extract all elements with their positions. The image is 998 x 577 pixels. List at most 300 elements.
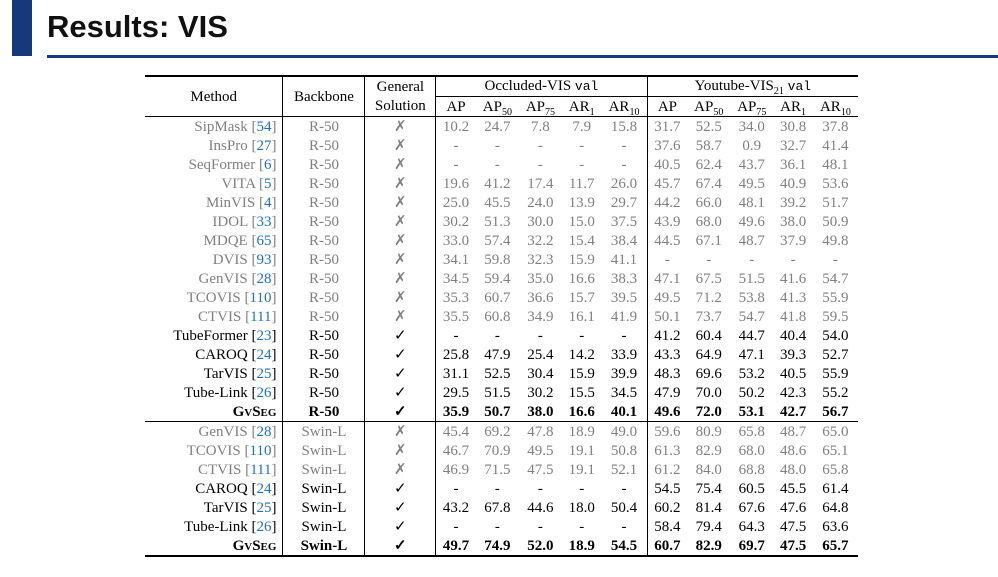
method-cell: MinVIS [4] xyxy=(206,194,277,211)
metric-value-cell: 73.7 xyxy=(695,308,722,325)
metric-value-cell: 43.2 xyxy=(436,498,476,517)
metric-value-cell: 31.7 xyxy=(647,117,687,137)
metric-value-cell: - xyxy=(621,518,627,535)
table-row xyxy=(145,326,858,345)
citation-link[interactable]: 110 xyxy=(249,442,272,459)
citation-link[interactable]: 28 xyxy=(256,423,272,440)
backbone-header: Backbone xyxy=(283,76,365,117)
metric-header xyxy=(647,97,687,117)
metric-value-cell: 41.1 xyxy=(610,251,638,268)
method-name: SeqFormer xyxy=(188,156,256,173)
metric-value-cell: - xyxy=(537,327,543,344)
metric-value-cell: 74.9 xyxy=(484,537,511,554)
metric-value-cell: 47.5 xyxy=(527,461,554,478)
method-cell: IDOL [33] xyxy=(212,213,277,230)
method-name: Tube-Link xyxy=(184,518,248,535)
metric-value-cell: - xyxy=(621,327,627,344)
metric-value-cell: 47.5 xyxy=(779,518,807,535)
citation-link[interactable]: 110 xyxy=(249,289,272,306)
metric-value-cell: 16.1 xyxy=(568,308,595,325)
metric-value-cell: 48.0 xyxy=(779,461,807,478)
metric-value-cell: 34.5 xyxy=(436,269,476,288)
metric-value-cell: - xyxy=(537,518,543,535)
metric-value-cell: 26.0 xyxy=(610,175,638,192)
metric-value-cell: 31.1 xyxy=(436,364,476,383)
cross-icon: ✗ xyxy=(365,307,436,326)
backbone-cell: Swin-L xyxy=(283,422,365,442)
metric-value-cell: - xyxy=(790,251,796,268)
metric-value-cell: 51.3 xyxy=(484,213,511,230)
table-row xyxy=(145,155,858,174)
metric-header-base: AR xyxy=(608,98,630,115)
metric-value-cell: 38.0 xyxy=(527,403,554,420)
metric-value-cell: 36.6 xyxy=(527,289,554,306)
citation-link[interactable]: 65 xyxy=(256,232,272,249)
method-cell: CTVIS [111] xyxy=(197,308,277,325)
metric-value-cell: - xyxy=(494,480,500,497)
check-icon: ✓ xyxy=(365,326,436,345)
metric-value-cell: 52.5 xyxy=(484,365,511,382)
metric-header xyxy=(813,97,858,117)
citation-link[interactable]: 93 xyxy=(256,251,272,268)
method-cell: TubeFormer [23] xyxy=(173,327,277,344)
cross-icon: ✗ xyxy=(365,193,436,212)
metric-value-cell: 50.8 xyxy=(610,442,638,459)
metric-value-cell: - xyxy=(579,156,585,173)
citation-link[interactable]: 6 xyxy=(263,156,272,173)
table-row xyxy=(145,441,858,460)
backbone-cell: R-50 xyxy=(283,212,365,231)
method-name: CTVIS xyxy=(197,461,242,478)
table-row xyxy=(145,364,858,383)
method-name: TarVIS xyxy=(203,499,248,516)
check-icon: ✓ xyxy=(365,517,436,536)
metric-value-cell: 39.3 xyxy=(779,346,807,363)
metric-value-cell: 41.4 xyxy=(822,137,849,154)
method-cell: SipMask [54] xyxy=(194,118,277,135)
metric-value-cell: - xyxy=(621,137,627,154)
citation-link[interactable]: 4 xyxy=(263,194,272,211)
metric-value-cell: - xyxy=(494,156,500,173)
metric-value-cell: 43.9 xyxy=(647,212,687,231)
metric-value-cell: 46.9 xyxy=(436,460,476,479)
metric-value-cell: 15.5 xyxy=(568,384,595,401)
method-name: GvSeg xyxy=(232,537,277,554)
metric-value-cell: 48.6 xyxy=(779,442,807,459)
metric-value-cell: 52.1 xyxy=(610,461,638,478)
metric-value-cell: 44.2 xyxy=(647,193,687,212)
method-cell: TarVIS [25] xyxy=(203,365,277,382)
metric-value-cell: 7.9 xyxy=(572,118,592,135)
metric-value-cell: 16.6 xyxy=(568,403,595,420)
metric-value-cell: 25.0 xyxy=(436,193,476,212)
citation-link[interactable]: 54 xyxy=(256,118,272,135)
method-name: GenVIS xyxy=(198,270,248,287)
metric-value-cell: 82.9 xyxy=(695,442,722,459)
backbone-cell: Swin-L xyxy=(283,517,365,536)
metric-value-cell: 34.9 xyxy=(527,308,554,325)
metric-value-cell: 16.6 xyxy=(568,270,595,287)
metric-value-cell: 65.8 xyxy=(730,422,773,442)
metric-value-cell: 19.1 xyxy=(568,461,595,478)
metric-value-cell: 29.5 xyxy=(436,383,476,402)
metric-value-cell: 44.6 xyxy=(527,499,554,516)
backbone-cell: Swin-L xyxy=(283,479,365,498)
metric-value-cell: 67.6 xyxy=(738,499,765,516)
method-name: SipMask xyxy=(194,118,248,135)
metric-value-cell: 32.3 xyxy=(527,251,554,268)
metric-value-cell: - xyxy=(436,517,476,536)
metric-value-cell: - xyxy=(494,137,500,154)
metric-header-base: AP xyxy=(694,98,714,115)
metric-value-cell: 32.2 xyxy=(527,232,554,249)
method-name: GvSeg xyxy=(232,403,277,420)
backbone-cell: Swin-L xyxy=(283,536,365,556)
backbone-cell: R-50 xyxy=(283,231,365,250)
metric-value-cell: 55.2 xyxy=(822,384,849,401)
slide-title: Results: VIS xyxy=(47,9,228,44)
metric-header xyxy=(476,97,519,117)
method-name: IDOL xyxy=(212,213,248,230)
table-row xyxy=(145,269,858,288)
metric-header-base: AP xyxy=(525,98,546,115)
metric-value-cell: 14.2 xyxy=(568,346,595,363)
check-icon: ✓ xyxy=(365,383,436,402)
metric-value-cell: 30.8 xyxy=(779,118,807,135)
metric-value-cell: 41.2 xyxy=(647,326,687,345)
metric-value-cell: 49.6 xyxy=(738,213,765,230)
metric-header-base: AP xyxy=(657,98,677,115)
metric-value-cell: 56.7 xyxy=(822,403,849,420)
metric-value-cell: 69.6 xyxy=(695,365,722,382)
occluded-vis-group-header xyxy=(436,76,647,97)
citation-link[interactable]: 26 xyxy=(256,518,272,535)
metric-value-cell: - xyxy=(749,251,755,268)
metric-value-cell: 30.2 xyxy=(527,384,554,401)
metric-value-cell: 39.5 xyxy=(610,289,638,306)
metric-value-cell: 71.2 xyxy=(695,289,722,306)
backbone-cell: R-50 xyxy=(283,307,365,326)
method-name: MinVIS xyxy=(206,194,256,211)
metric-value-cell: 39.9 xyxy=(610,365,638,382)
metric-value-cell: 61.4 xyxy=(822,480,849,497)
metric-value-cell: - xyxy=(436,479,476,498)
metric-value-cell: 15.9 xyxy=(568,251,595,268)
metric-value-cell: 50.2 xyxy=(738,384,765,401)
metric-value-cell: 84.0 xyxy=(695,461,722,478)
metric-header xyxy=(601,97,647,117)
backbone-cell: R-50 xyxy=(283,364,365,383)
results-table xyxy=(145,75,858,557)
method-name: TCOVIS xyxy=(186,289,241,306)
citation-link[interactable]: 24 xyxy=(256,480,272,497)
metric-header-subscript: 75 xyxy=(756,106,767,118)
metric-value-cell: 40.5 xyxy=(779,365,807,382)
metric-value-cell: 60.8 xyxy=(484,308,511,325)
metric-value-cell: - xyxy=(436,136,476,155)
metric-value-cell: - xyxy=(832,251,838,268)
metric-value-cell: 75.4 xyxy=(695,480,722,497)
metric-value-cell: 35.9 xyxy=(436,402,476,422)
metric-header-subscript: 10 xyxy=(840,106,851,118)
metric-value-cell: 59.6 xyxy=(647,422,687,442)
metric-value-cell: 0.9 xyxy=(742,137,762,154)
metric-value-cell: 18.9 xyxy=(568,537,595,554)
metric-value-cell: 68.8 xyxy=(738,461,765,478)
metric-value-cell: 67.1 xyxy=(695,232,722,249)
citation-link[interactable]: 111 xyxy=(250,308,272,325)
metric-value-cell: 52.5 xyxy=(695,118,722,135)
metric-value-cell: 60.7 xyxy=(647,536,687,556)
check-icon: ✓ xyxy=(365,402,436,422)
metric-value-cell: 54.7 xyxy=(822,270,849,287)
metric-value-cell: 48.3 xyxy=(647,364,687,383)
metric-value-cell: 57.4 xyxy=(484,232,511,249)
table-body xyxy=(145,117,858,557)
metric-value-cell: 50.7 xyxy=(484,403,511,420)
metric-header-base: AR xyxy=(780,98,801,115)
metric-value-cell: - xyxy=(537,156,543,173)
metric-value-cell: 49.0 xyxy=(601,422,647,442)
metric-value-cell: 70.9 xyxy=(484,442,511,459)
method-cell xyxy=(145,402,283,422)
method-cell: SeqFormer [6] xyxy=(188,156,277,173)
metric-value-cell: - xyxy=(494,327,500,344)
metric-value-cell: 60.5 xyxy=(738,480,765,497)
metric-value-cell: 53.1 xyxy=(738,403,765,420)
general-header-line2: Solution xyxy=(365,97,436,117)
metric-value-cell: 47.6 xyxy=(779,499,807,516)
metric-value-cell: 37.8 xyxy=(822,118,849,135)
metric-header-subscript: 1 xyxy=(800,106,806,118)
citation-link[interactable]: 27 xyxy=(256,137,272,154)
table-row xyxy=(145,117,858,137)
metric-value-cell: 65.7 xyxy=(822,537,849,554)
citation-link[interactable]: 111 xyxy=(250,461,272,478)
metric-value-cell: 38.3 xyxy=(610,270,638,287)
backbone-cell: Swin-L xyxy=(283,460,365,479)
metric-header xyxy=(436,97,476,117)
metric-value-cell: 32.7 xyxy=(779,137,807,154)
metric-header-base: AP xyxy=(446,98,466,115)
method-cell: InsPro [27] xyxy=(208,137,277,154)
cross-icon: ✗ xyxy=(365,250,436,269)
metric-value-cell: 41.2 xyxy=(484,175,511,192)
citation-link[interactable]: 25 xyxy=(256,365,272,382)
metric-value-cell: 15.0 xyxy=(568,213,595,230)
metric-value-cell: 65.8 xyxy=(822,461,849,478)
general-header-line1: General xyxy=(365,76,436,97)
metric-value-cell: 64.8 xyxy=(822,499,849,516)
table-row xyxy=(145,422,858,442)
table-row xyxy=(145,383,858,402)
table-row xyxy=(145,536,858,556)
metric-value-cell: 68.0 xyxy=(695,213,722,230)
method-cell: TCOVIS [110] xyxy=(186,442,277,459)
method-name: VITA xyxy=(221,175,256,192)
metric-value-cell: 24.7 xyxy=(484,118,511,135)
citation-link[interactable]: 5 xyxy=(263,175,272,192)
youtube-vis-sub: 21 xyxy=(773,86,784,97)
method-cell: CTVIS [111] xyxy=(197,461,277,478)
metric-value-cell: 19.6 xyxy=(436,174,476,193)
citation-link[interactable]: 28 xyxy=(256,270,272,287)
table-header xyxy=(145,76,858,117)
metric-value-cell: 37.9 xyxy=(779,232,807,249)
metric-value-cell: 47.1 xyxy=(738,346,765,363)
metric-value-cell: 58.7 xyxy=(695,137,722,154)
metric-value-cell: 81.4 xyxy=(695,499,722,516)
cross-icon: ✗ xyxy=(365,117,436,137)
method-cell: GenVIS [28] xyxy=(198,270,277,287)
title-accent-bar xyxy=(12,0,32,56)
metric-value-cell: 15.4 xyxy=(568,232,595,249)
method-cell: CAROQ [24] xyxy=(195,346,277,363)
metric-value-cell: - xyxy=(579,518,585,535)
metric-header xyxy=(773,97,812,117)
table-row xyxy=(145,193,858,212)
method-header: Method xyxy=(145,76,283,117)
metric-value-cell: 52.0 xyxy=(527,537,554,554)
citation-link[interactable]: 26 xyxy=(256,384,272,401)
metric-value-cell: 60.2 xyxy=(647,498,687,517)
metric-value-cell: 18.0 xyxy=(568,499,595,516)
metric-value-cell: 54.7 xyxy=(738,308,765,325)
method-name: InsPro xyxy=(208,137,248,154)
cross-icon: ✗ xyxy=(365,231,436,250)
metric-value-cell: 33.9 xyxy=(610,346,638,363)
metric-value-cell: - xyxy=(537,137,543,154)
metric-value-cell: 37.6 xyxy=(647,136,687,155)
metric-value-cell: 45.4 xyxy=(436,422,476,442)
occluded-vis-split: val xyxy=(574,79,599,94)
metric-value-cell: 17.4 xyxy=(527,175,554,192)
metric-value-cell: - xyxy=(621,156,627,173)
cross-icon: ✗ xyxy=(365,422,436,442)
metric-value-cell: 49.5 xyxy=(738,175,765,192)
cross-icon: ✗ xyxy=(365,288,436,307)
youtube-vis-group-header xyxy=(647,76,858,97)
metric-value-cell: 51.5 xyxy=(484,384,511,401)
metric-header-base: AP xyxy=(482,98,502,115)
metric-header-subscript: 50 xyxy=(501,106,512,118)
metric-value-cell: 54.5 xyxy=(610,537,638,554)
metric-value-cell: 48.7 xyxy=(738,232,765,249)
backbone-cell: R-50 xyxy=(283,269,365,288)
metric-value-cell: 30.4 xyxy=(527,365,554,382)
metric-value-cell: - xyxy=(579,327,585,344)
metric-value-cell: 38.4 xyxy=(610,232,638,249)
metric-value-cell: 49.7 xyxy=(436,536,476,556)
metric-value-cell: 43.3 xyxy=(647,345,687,364)
metric-value-cell: 30.2 xyxy=(436,212,476,231)
metric-value-cell: 64.3 xyxy=(738,518,765,535)
metric-value-cell: 40.4 xyxy=(779,327,807,344)
metric-value-cell: 39.2 xyxy=(779,194,807,211)
method-cell: VITA [5] xyxy=(221,175,277,192)
metric-value-cell: 50.4 xyxy=(610,499,638,516)
metric-header xyxy=(730,97,773,117)
metric-value-cell: 65.0 xyxy=(813,422,858,442)
table-row xyxy=(145,498,858,517)
metric-value-cell: 82.9 xyxy=(695,537,722,554)
metric-value-cell: 49.5 xyxy=(647,288,687,307)
metric-value-cell: - xyxy=(436,326,476,345)
method-cell: TarVIS [25] xyxy=(203,499,277,516)
metric-value-cell: 48.7 xyxy=(773,422,812,442)
metric-value-cell: 50.1 xyxy=(647,307,687,326)
method-name: CTVIS xyxy=(197,308,242,325)
method-cell xyxy=(145,536,283,556)
metric-value-cell: 53.8 xyxy=(738,289,765,306)
cross-icon: ✗ xyxy=(365,212,436,231)
occluded-vis-name: Occluded-VIS xyxy=(484,78,575,94)
check-icon: ✓ xyxy=(365,345,436,364)
metric-value-cell: 62.4 xyxy=(695,156,722,173)
metric-value-cell: 66.0 xyxy=(695,194,722,211)
backbone-cell: R-50 xyxy=(283,117,365,137)
metric-value-cell: - xyxy=(579,480,585,497)
table-row xyxy=(145,345,858,364)
metric-value-cell: 47.8 xyxy=(519,422,562,442)
metric-value-cell: - xyxy=(706,251,712,268)
metric-value-cell: - xyxy=(647,250,687,269)
metric-value-cell: 11.7 xyxy=(568,175,595,192)
metric-value-cell: 15.9 xyxy=(568,365,595,382)
metric-value-cell: 37.5 xyxy=(610,213,638,230)
metric-header-base: AR xyxy=(819,98,841,115)
citation-link[interactable]: 25 xyxy=(256,499,272,516)
metric-value-cell: 70.0 xyxy=(695,384,722,401)
method-cell: Tube-Link [26] xyxy=(184,518,277,535)
metric-value-cell: 69.2 xyxy=(476,422,519,442)
metric-value-cell: 29.7 xyxy=(610,194,638,211)
metric-value-cell: 79.4 xyxy=(695,518,722,535)
metric-value-cell: 18.9 xyxy=(562,422,601,442)
metric-value-cell: 41.9 xyxy=(610,308,638,325)
metric-value-cell: 41.8 xyxy=(779,308,807,325)
metric-value-cell: 67.4 xyxy=(695,175,722,192)
metric-value-cell: 65.1 xyxy=(822,442,849,459)
metric-value-cell: 15.8 xyxy=(610,118,638,135)
backbone-cell: R-50 xyxy=(283,174,365,193)
cross-icon: ✗ xyxy=(365,269,436,288)
citation-link[interactable]: 24 xyxy=(256,346,272,363)
method-name: CAROQ xyxy=(195,346,248,363)
metric-value-cell: 53.6 xyxy=(822,175,849,192)
metric-value-cell: 47.1 xyxy=(647,269,687,288)
backbone-cell: Swin-L xyxy=(283,498,365,517)
metric-header-base: AP xyxy=(737,98,757,115)
metric-value-cell: 35.3 xyxy=(436,288,476,307)
backbone-cell: Swin-L xyxy=(283,441,365,460)
method-cell: Tube-Link [26] xyxy=(184,384,277,401)
table-row xyxy=(145,479,858,498)
backbone-cell: R-50 xyxy=(283,326,365,345)
metric-value-cell: 33.0 xyxy=(436,231,476,250)
metric-value-cell: 45.5 xyxy=(484,194,511,211)
metric-value-cell: 51.7 xyxy=(822,194,849,211)
method-cell: DVIS [93] xyxy=(212,251,277,268)
check-icon: ✓ xyxy=(365,536,436,556)
citation-link[interactable]: 23 xyxy=(256,327,272,344)
table-row xyxy=(145,136,858,155)
metric-value-cell: 45.7 xyxy=(647,174,687,193)
metric-value-cell: 59.8 xyxy=(484,251,511,268)
method-name: Tube-Link xyxy=(184,384,248,401)
citation-link[interactable]: 33 xyxy=(256,213,272,230)
table-row xyxy=(145,460,858,479)
